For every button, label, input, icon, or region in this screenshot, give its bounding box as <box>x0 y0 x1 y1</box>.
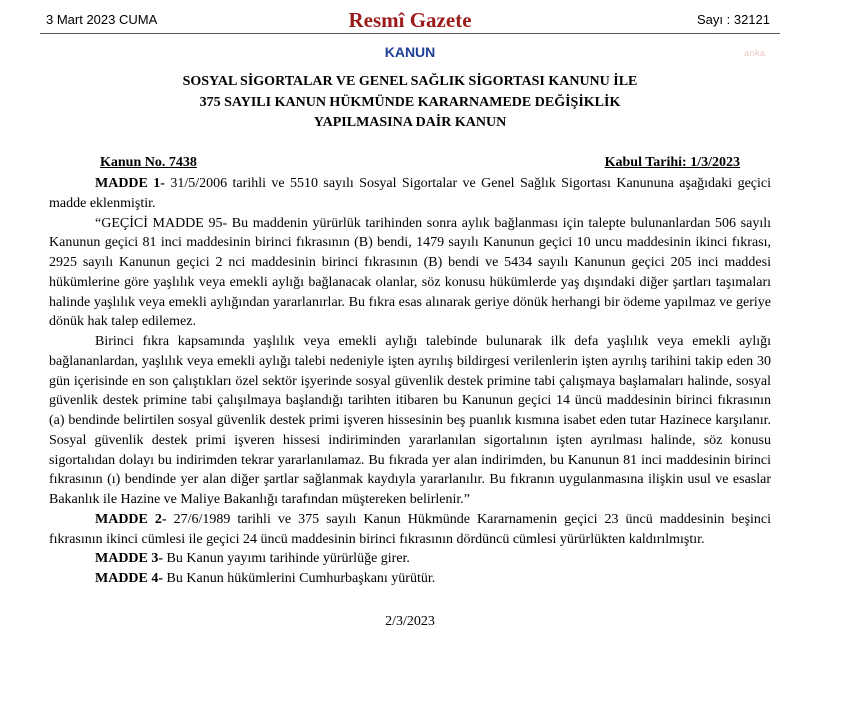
article-paragraph <box>49 174 771 214</box>
article-paragraph <box>49 569 771 589</box>
gazette-header <box>40 4 780 34</box>
article-text: “GEÇİCİ MADDE 95- Bu maddenin yürürlük tarihinden sonra aylık bağlanması için talepte bulunanlardan 506 sayılı Kanunun geçici 81 inci maddesinin birinci fıkrasının (B) bendi, 1479 sayılı Kanunun geçici 10 uncu maddesinin ikinci fıkrası, 2925 sayılı Kanunun geçici 2 nci maddesinin birinci fıkrasının (B) bendi ve 5434 sayılı Kanunun geçici 205 inci maddesi hükümlerine göre yaşlılık veya emekli aylığı bağlanacak olanlar, söz konusu hükümlerde yaş dışındaki diğer şartları taşımaları halinde yaşlılık veya emekli aylığından yararlanırlar. Bu fıkra esas alınarak geriye dönük herhangi bir ödeme yapılmaz ve geriye dönük hak talep edilemez. <box>49 215 771 330</box>
article-text: 31/5/2006 tarihli ve 5510 sayılı Sosyal Sigortalar ve Genel Sağlık Sigortası Kanununa aşağıdaki geçici madde eklenmiştir. <box>49 176 771 211</box>
law-body <box>49 174 771 589</box>
watermark: anka <box>744 48 766 58</box>
issue-number: Sayı : 32121 <box>697 12 770 27</box>
article-text: 27/6/1989 tarihli ve 375 sayılı Kanun Hükmünde Kararnamenin geçici 23 üncü maddesinin beşinci fıkrasının ikinci cümlesi ile geçici 24 üncü maddesinin birinci fıkrasının dördüncü cümlesi yürürlükten kaldırılmıştır. <box>49 511 772 547</box>
section-heading: KANUN <box>384 44 436 60</box>
article-label: MADDE 2- <box>95 511 167 527</box>
article-paragraph <box>49 214 771 333</box>
article-paragraph <box>49 332 771 510</box>
article-text: Birinci fıkra kapsamında yaşlılık veya emekli aylığı talebinde bulunarak ilk defa yaşlılık veya emekli aylığı bağlananlardan, yaşlılık veya emekli aylığı talebi nedeniyle işten ayrılış bildirgesi verilenlerin işten ayrılış tarihini takip eden 30 gün içerisinde en son çalıştıkları özel sektör işyerinde sosyal güvenlik destek primine tabi çalışmaya başlamaları halinde, sosyal güvenlik destek primine tabi çalışılmaya başlandığı tarihten itibaren bu Kanunun geçici 14 üncü maddesinin birinci fıkrasının (a) bendinde belirtilen sosyal güvenlik destek primi işveren hissesinin beş puanlık kısmına isabet eden tutar Hazinece karşılanır. Sosyal güvenlik destek primi işveren hissesi indiriminden yararlanılan sigortalının işten ayrılması halinde, söz konusu sigortalıdan dolayı bu indirimden tekrar yararlanılamaz. Bu fıkrada yer alan indirimden, bu Kanunun 81 inci maddesinin birinci fıkrasının (ı) bendinde yer alan diğer şartlar sağlanmak kaydıyla yararlanılır. Bu fıkranın uygulanmasına ilişkin usul ve esaslar Bakanlık ile Hazine ve Maliye Bakanlığı tarafından müştereken belirlenir.” <box>49 334 771 507</box>
article-label: MADDE 3- <box>95 551 164 567</box>
acceptance-date: Kabul Tarihi: 1/3/2023 <box>604 155 740 170</box>
law-number: Kanun No. 7438 <box>100 155 197 170</box>
article-text: Bu Kanun hükümlerini Cumhurbaşkanı yürütür. <box>163 571 436 586</box>
article-label: MADDE 4- <box>95 571 164 586</box>
law-title-line: SOSYAL SİGORTALAR VE GENEL SAĞLIK SİGORTASI KANUNU İLE <box>182 74 638 89</box>
signature-date: 2/3/2023 <box>385 614 435 629</box>
law-title-line: YAPILMASINA DAİR KANUN <box>313 115 507 130</box>
article-paragraph <box>49 510 771 550</box>
article-paragraph <box>49 549 771 569</box>
article-label: MADDE 1- <box>95 176 165 191</box>
law-title-line: 375 SAYILI KANUN HÜKMÜNDE KARARNAMEDE DEĞİŞİKLİK <box>199 94 621 110</box>
gazette-title: Resmî Gazete <box>348 8 472 32</box>
law-title <box>0 72 820 134</box>
header-date: 3 Mart 2023 CUMA <box>46 12 158 27</box>
article-text: Bu Kanun yayımı tarihinde yürürlüğe girer. <box>163 551 410 567</box>
